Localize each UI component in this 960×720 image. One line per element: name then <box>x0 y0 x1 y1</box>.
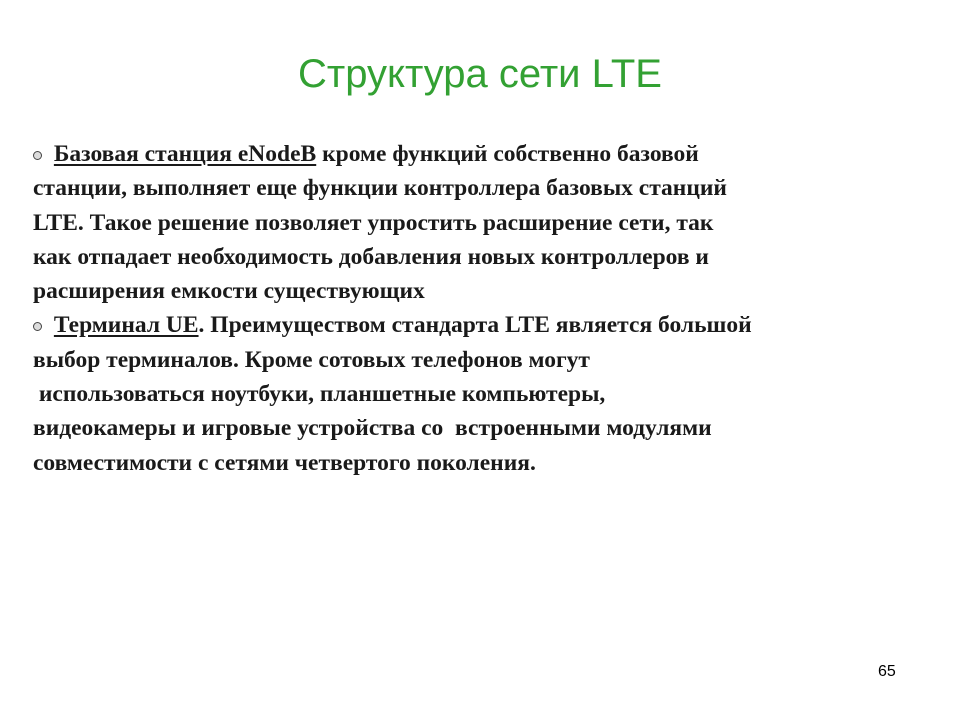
bullet-2-lead: Терминал UE <box>53 312 199 339</box>
bullet-1-line: расширения емкости существующих <box>33 278 425 305</box>
bullet-2-line: совместимости с сетями четвертого поколения. <box>33 449 536 476</box>
slide-title: Структура сети LTE <box>298 52 662 96</box>
bullet-2-rest: . Преимуществом стандарта LTE является большой <box>198 312 752 339</box>
bullet-1-first-line <box>33 137 913 171</box>
slide-body <box>33 137 913 480</box>
bullet-2-line: выбор терминалов. Кроме сотовых телефонов могут <box>33 346 590 373</box>
bullet-1-line: LTE. Такое решение позволяет упростить расширение сети, так <box>33 209 714 236</box>
page-number: 65 <box>878 663 896 680</box>
bullet-1-lead: Базовая станция eNodeB <box>53 141 317 167</box>
bullet-icon <box>33 151 42 160</box>
bullet-2-line: видеокамеры и игровые устройства со встроенными модулями <box>33 415 712 442</box>
bullet-1-line: как отпадает необходимость добавления новых контроллеров и <box>33 243 709 270</box>
bullet-2-line: использоваться ноутбуки, планшетные компьютеры, <box>33 381 606 408</box>
bullet-icon <box>33 322 42 331</box>
bullet-1-rest: кроме функций собственно базовой <box>316 141 699 167</box>
bullet-1-line: станции, выполняет еще функции контроллера базовых станций <box>33 175 727 202</box>
bullet-2-first-line <box>33 308 913 342</box>
